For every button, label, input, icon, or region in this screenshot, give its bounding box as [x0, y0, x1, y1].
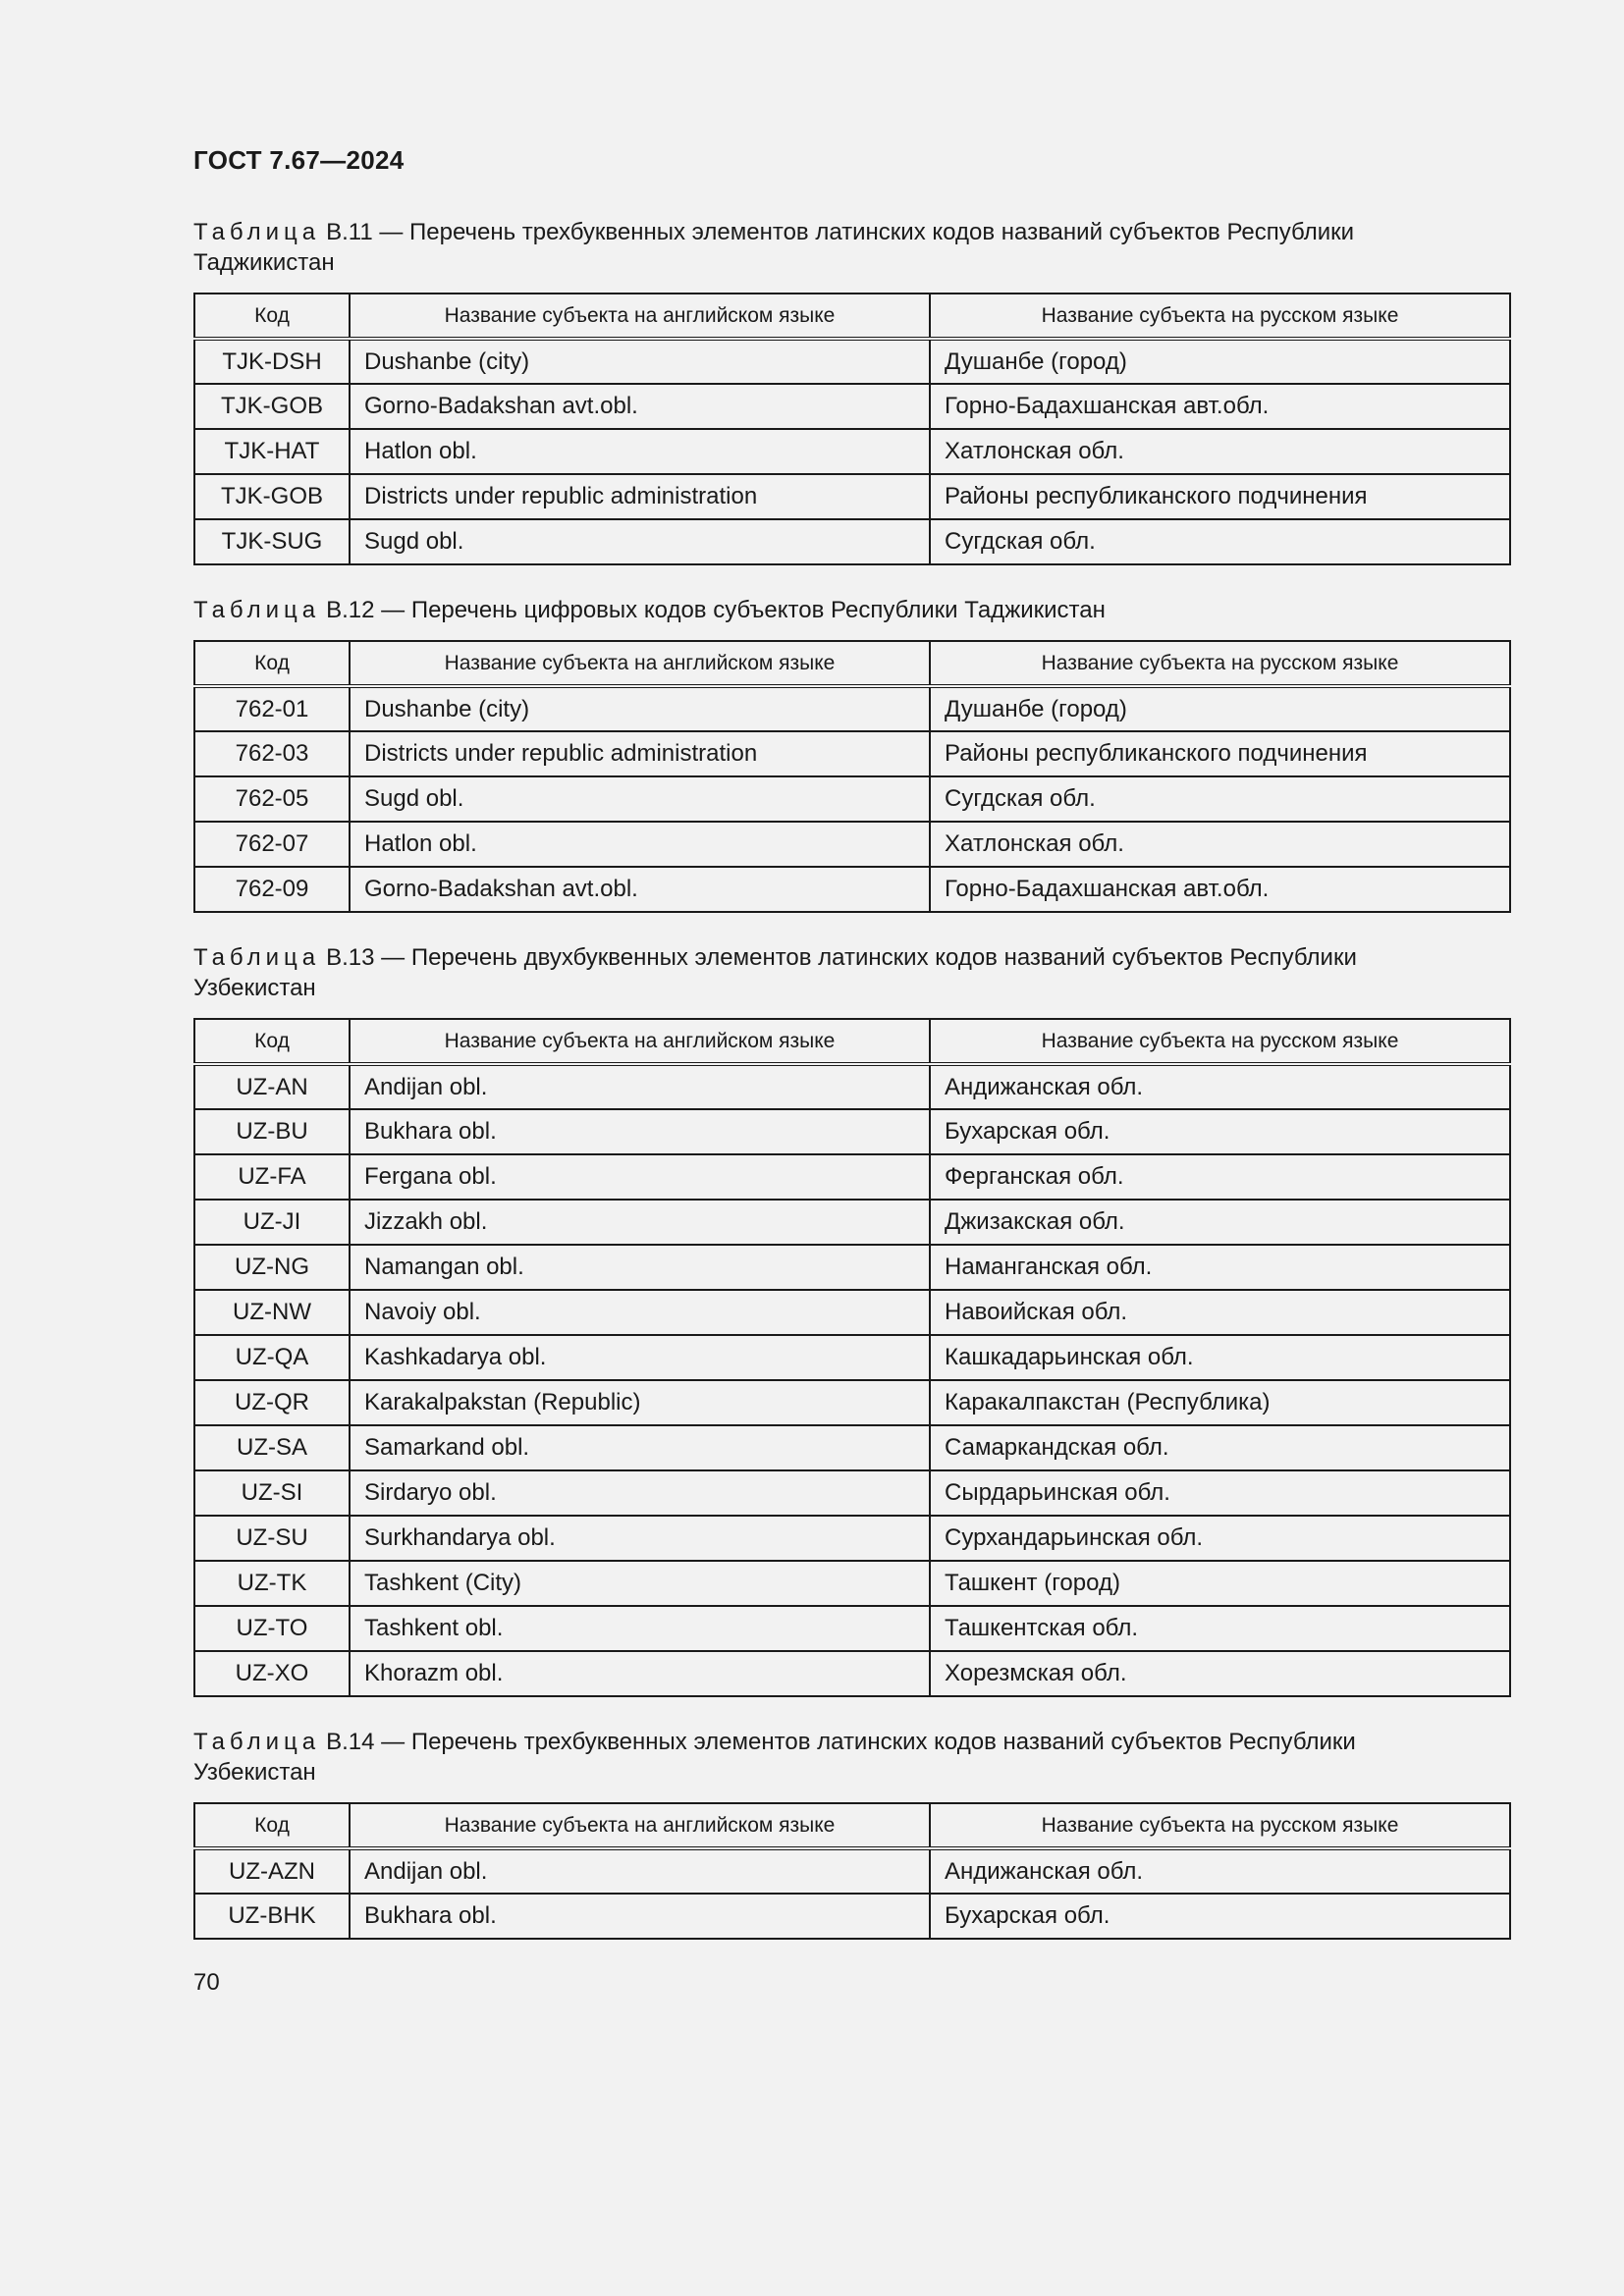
english-name-cell: Namangan obl.: [350, 1245, 930, 1290]
english-name-cell: Andijan obl.: [350, 1064, 930, 1109]
russian-name-cell: Сугдская обл.: [930, 776, 1510, 822]
russian-name-cell: Районы республиканского подчинения: [930, 474, 1510, 519]
code-cell: UZ-QR: [194, 1380, 350, 1425]
column-header: Название субъекта на русском языке: [930, 1019, 1510, 1064]
russian-name-cell: Андижанская обл.: [930, 1848, 1510, 1894]
column-header: Название субъекта на английском языке: [350, 294, 930, 339]
table-row: [194, 1606, 1510, 1651]
english-name-cell: Karakalpakstan (Republic): [350, 1380, 930, 1425]
russian-name-cell: Хатлонская обл.: [930, 822, 1510, 867]
table-header-row: [194, 1019, 1510, 1064]
code-cell: UZ-QA: [194, 1335, 350, 1380]
table-row: [194, 1109, 1510, 1154]
data-table: [193, 640, 1511, 913]
table-row: [194, 822, 1510, 867]
code-cell: TJK-GOB: [194, 384, 350, 429]
english-name-cell: Bukhara obl.: [350, 1894, 930, 1939]
table-header-row: [194, 1803, 1510, 1848]
russian-name-cell: Районы республиканского подчинения: [930, 731, 1510, 776]
table-caption-continuation: Узбекистан: [193, 975, 316, 1001]
table-row: [194, 731, 1510, 776]
russian-name-cell: Горно-Бадахшанская авт.обл.: [930, 384, 1510, 429]
table-caption-label: Таблица: [193, 1729, 321, 1755]
english-name-cell: Sirdaryo obl.: [350, 1470, 930, 1516]
table-caption-text: В.14 — Перечень трехбуквенных элементов латинских кодов названий субъектов Республики: [326, 1729, 1356, 1755]
code-cell: UZ-SU: [194, 1516, 350, 1561]
code-cell: UZ-TO: [194, 1606, 350, 1651]
russian-name-cell: Бухарская обл.: [930, 1109, 1510, 1154]
table-caption-text: В.11 — Перечень трехбуквенных элементов латинских кодов названий субъектов Республики: [326, 219, 1355, 245]
table-row: [194, 474, 1510, 519]
english-name-cell: Jizzakh obl.: [350, 1200, 930, 1245]
english-name-cell: Kashkadarya obl.: [350, 1335, 930, 1380]
english-name-cell: Sugd obl.: [350, 776, 930, 822]
table-caption-continuation: Таджикистан: [193, 249, 335, 276]
table-row: [194, 867, 1510, 912]
code-cell: UZ-AZN: [194, 1848, 350, 1894]
english-name-cell: Andijan obl.: [350, 1848, 930, 1894]
code-cell: UZ-AN: [194, 1064, 350, 1109]
table-row: [194, 776, 1510, 822]
table-row: [194, 1245, 1510, 1290]
table-row: [194, 1894, 1510, 1939]
code-cell: UZ-XO: [194, 1651, 350, 1696]
table-caption-label: Таблица: [193, 944, 321, 971]
table-row: [194, 519, 1510, 564]
english-name-cell: Gorno-Badakshan avt.obl.: [350, 384, 930, 429]
russian-name-cell: Ферганская обл.: [930, 1154, 1510, 1200]
russian-name-cell: Джизакская обл.: [930, 1200, 1510, 1245]
table-row: [194, 384, 1510, 429]
table-row: [194, 1335, 1510, 1380]
table-row: [194, 1064, 1510, 1109]
data-table: [193, 1802, 1511, 1940]
table-caption: [193, 217, 1509, 278]
code-cell: 762-01: [194, 686, 350, 731]
code-cell: UZ-NW: [194, 1290, 350, 1335]
code-cell: TJK-HAT: [194, 429, 350, 474]
table-caption-text: В.13 — Перечень двухбуквенных элементов латинских кодов названий субъектов Республики: [326, 944, 1357, 971]
code-cell: UZ-TK: [194, 1561, 350, 1606]
column-header: Название субъекта на русском языке: [930, 1803, 1510, 1848]
russian-name-cell: Душанбе (город): [930, 686, 1510, 731]
table-row: [194, 1200, 1510, 1245]
column-header: Название субъекта на английском языке: [350, 1019, 930, 1064]
table-caption-label: Таблица: [193, 597, 321, 623]
english-name-cell: Navoiy obl.: [350, 1290, 930, 1335]
english-name-cell: Sugd obl.: [350, 519, 930, 564]
code-cell: TJK-SUG: [194, 519, 350, 564]
code-cell: UZ-SA: [194, 1425, 350, 1470]
page-number: 70: [193, 1969, 220, 1996]
code-cell: 762-03: [194, 731, 350, 776]
table-caption: [193, 1727, 1509, 1788]
column-header: Название субъекта на английском языке: [350, 1803, 930, 1848]
table-row: [194, 339, 1510, 384]
russian-name-cell: Каракалпакстан (Республика): [930, 1380, 1510, 1425]
russian-name-cell: Ташкентская обл.: [930, 1606, 1510, 1651]
code-cell: UZ-SI: [194, 1470, 350, 1516]
tables-container: [193, 217, 1509, 1940]
english-name-cell: Tashkent obl.: [350, 1606, 930, 1651]
code-cell: UZ-FA: [194, 1154, 350, 1200]
table-row: [194, 1848, 1510, 1894]
column-header: Название субъекта на английском языке: [350, 641, 930, 686]
code-cell: 762-07: [194, 822, 350, 867]
column-header: Название субъекта на русском языке: [930, 641, 1510, 686]
table-row: [194, 1651, 1510, 1696]
code-cell: UZ-BU: [194, 1109, 350, 1154]
table-caption: [193, 595, 1509, 625]
russian-name-cell: Навоийская обл.: [930, 1290, 1510, 1335]
table-header-row: [194, 641, 1510, 686]
english-name-cell: Districts under republic administration: [350, 731, 930, 776]
column-header: Название субъекта на русском языке: [930, 294, 1510, 339]
code-cell: 762-09: [194, 867, 350, 912]
english-name-cell: Dushanbe (city): [350, 339, 930, 384]
english-name-cell: Districts under republic administration: [350, 474, 930, 519]
document-page: [193, 145, 1509, 1997]
table-row: [194, 429, 1510, 474]
russian-name-cell: Душанбе (город): [930, 339, 1510, 384]
table-caption-label: Таблица: [193, 219, 321, 245]
column-header: Код: [194, 1803, 350, 1848]
russian-name-cell: Самаркандская обл.: [930, 1425, 1510, 1470]
russian-name-cell: Сырдарьинская обл.: [930, 1470, 1510, 1516]
english-name-cell: Tashkent (City): [350, 1561, 930, 1606]
column-header: Код: [194, 641, 350, 686]
column-header: Код: [194, 294, 350, 339]
data-table: [193, 293, 1511, 565]
russian-name-cell: Горно-Бадахшанская авт.обл.: [930, 867, 1510, 912]
code-cell: UZ-JI: [194, 1200, 350, 1245]
russian-name-cell: Кашкадарьинская обл.: [930, 1335, 1510, 1380]
data-table: [193, 1018, 1511, 1697]
table-row: [194, 1425, 1510, 1470]
english-name-cell: Hatlon obl.: [350, 822, 930, 867]
english-name-cell: Fergana obl.: [350, 1154, 930, 1200]
table-header-row: [194, 294, 1510, 339]
table-caption-text: В.12 — Перечень цифровых кодов субъектов Республики Таджикистан: [326, 597, 1106, 623]
code-cell: UZ-NG: [194, 1245, 350, 1290]
table-row: [194, 1561, 1510, 1606]
english-name-cell: Hatlon obl.: [350, 429, 930, 474]
russian-name-cell: Сурхандарьинская обл.: [930, 1516, 1510, 1561]
english-name-cell: Bukhara obl.: [350, 1109, 930, 1154]
column-header: Код: [194, 1019, 350, 1064]
code-cell: UZ-BHK: [194, 1894, 350, 1939]
code-cell: 762-05: [194, 776, 350, 822]
table-caption-continuation: Узбекистан: [193, 1759, 316, 1786]
table-row: [194, 1154, 1510, 1200]
table-row: [194, 1380, 1510, 1425]
russian-name-cell: Сугдская обл.: [930, 519, 1510, 564]
english-name-cell: Surkhandarya obl.: [350, 1516, 930, 1561]
document-header: ГОСТ 7.67—2024: [193, 145, 405, 175]
russian-name-cell: Бухарская обл.: [930, 1894, 1510, 1939]
table-row: [194, 686, 1510, 731]
table-row: [194, 1290, 1510, 1335]
russian-name-cell: Хатлонская обл.: [930, 429, 1510, 474]
russian-name-cell: Наманганская обл.: [930, 1245, 1510, 1290]
table-row: [194, 1516, 1510, 1561]
russian-name-cell: Андижанская обл.: [930, 1064, 1510, 1109]
code-cell: TJK-DSH: [194, 339, 350, 384]
english-name-cell: Gorno-Badakshan avt.obl.: [350, 867, 930, 912]
table-row: [194, 1470, 1510, 1516]
code-cell: TJK-GOB: [194, 474, 350, 519]
russian-name-cell: Ташкент (город): [930, 1561, 1510, 1606]
russian-name-cell: Хорезмская обл.: [930, 1651, 1510, 1696]
english-name-cell: Dushanbe (city): [350, 686, 930, 731]
table-caption: [193, 942, 1509, 1003]
english-name-cell: Khorazm obl.: [350, 1651, 930, 1696]
english-name-cell: Samarkand obl.: [350, 1425, 930, 1470]
